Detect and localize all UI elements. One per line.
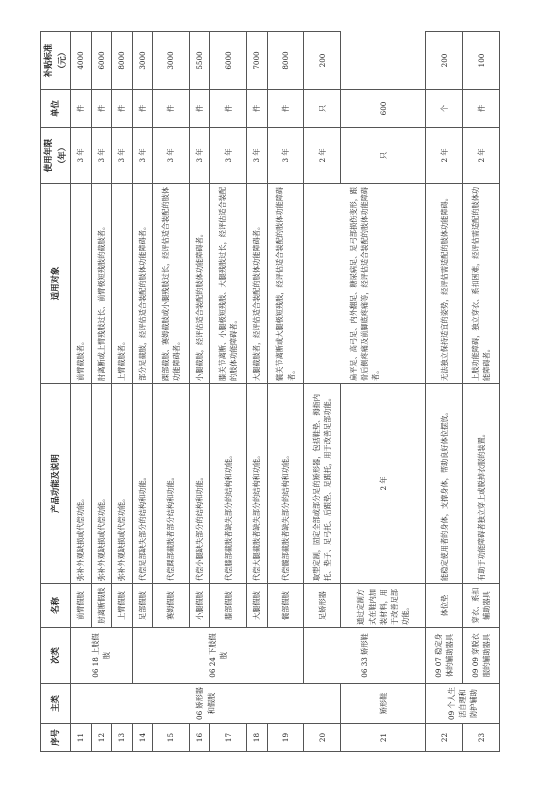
row-unit: 件 bbox=[189, 90, 210, 128]
row-life: 2 年 bbox=[463, 128, 500, 184]
row-index: 20 bbox=[304, 724, 341, 752]
table-row bbox=[132, 32, 153, 752]
row-name: 前臂假肢 bbox=[71, 584, 92, 628]
row-description: 代偿髋部截肢者缺失部分的结构和功能。 bbox=[267, 384, 304, 584]
header-description: 产品功能及说明 bbox=[41, 384, 71, 584]
row-index: 23 bbox=[463, 724, 500, 752]
row-description: 代偿足部缺失部分的结构和功能。 bbox=[132, 384, 153, 584]
row-subsidy: 100 bbox=[463, 32, 500, 90]
main-category: 06 矫形器和假肢 bbox=[71, 684, 341, 724]
row-index: 16 bbox=[189, 724, 210, 752]
row-life: 2 年 bbox=[341, 384, 426, 584]
row-unit: 个 bbox=[426, 90, 463, 128]
header-life: 使用年限（年） bbox=[41, 128, 71, 184]
row-name: 髋部假肢 bbox=[267, 584, 304, 628]
row-name: 穿衣、系扣辅助器具 bbox=[463, 584, 500, 628]
row-life: 3 年 bbox=[189, 128, 210, 184]
header-unit: 单位 bbox=[41, 90, 71, 128]
row-target: 上肢功能障碍，独立穿衣、系扣困难，经评估需适配的肢体功能障碍者。 bbox=[463, 184, 500, 384]
row-index: 19 bbox=[267, 724, 304, 752]
sub-category: 06 33 矫形鞋 bbox=[304, 628, 426, 684]
row-target: 髋关节离断或大腿极短残肢，经评估适合装配的肢体功能障碍者。 bbox=[267, 184, 304, 384]
row-description: 弥补外观缺损或代偿功能。 bbox=[91, 384, 112, 584]
row-index: 12 bbox=[91, 724, 112, 752]
row-subsidy: 5500 bbox=[189, 32, 210, 90]
header-index: 序号 bbox=[41, 724, 71, 752]
row-description: 代偿膝部截肢者缺失部分的结构和功能。 bbox=[210, 384, 247, 584]
row-name: 大腿假肢 bbox=[247, 584, 268, 628]
sub-category: 09 09 穿脱衣服的辅助器具 bbox=[463, 628, 500, 684]
row-name: 足矫形器 bbox=[304, 584, 341, 628]
row-subsidy: 3000 bbox=[132, 32, 153, 90]
table-row bbox=[304, 32, 341, 752]
row-subsidy: 600 bbox=[341, 90, 426, 128]
row-name: 小腿假肢 bbox=[189, 584, 210, 628]
row-name: 赛姆假肢 bbox=[153, 584, 190, 628]
row-target: 肘离断或上臂残肢过长、前臂极短残肢的截肢者。 bbox=[91, 184, 112, 384]
row-subsidy: 6000 bbox=[210, 32, 247, 90]
row-name: 上臂假肢 bbox=[112, 584, 133, 628]
row-unit: 件 bbox=[463, 90, 500, 128]
row-unit: 只 bbox=[304, 90, 341, 128]
row-life: 2 年 bbox=[304, 128, 341, 184]
row-life: 3 年 bbox=[132, 128, 153, 184]
sub-category: 09 07 稳定身体的辅助器具 bbox=[426, 628, 463, 684]
header-row bbox=[41, 32, 71, 752]
table-row bbox=[463, 32, 500, 752]
row-unit: 件 bbox=[132, 90, 153, 128]
row-life: 2 年 bbox=[426, 128, 463, 184]
row-index: 13 bbox=[112, 724, 133, 752]
table-row bbox=[71, 32, 92, 752]
row-unit: 件 bbox=[153, 90, 190, 128]
row-name: 足部假肢 bbox=[132, 584, 153, 628]
sub-category: 06 18 上肢假肢 bbox=[71, 628, 133, 684]
row-index: 17 bbox=[210, 724, 247, 752]
row-description: 能稳定使用者的身体，支撑身体，帮助良好体位摆放。 bbox=[426, 384, 463, 584]
row-life: 3 年 bbox=[210, 128, 247, 184]
header-name: 名称 bbox=[41, 584, 71, 628]
row-description: 弥补外观缺损或代偿功能。 bbox=[112, 384, 133, 584]
row-subsidy: 3000 bbox=[153, 32, 190, 90]
row-unit: 件 bbox=[71, 90, 92, 128]
row-name: 膝部假肢 bbox=[210, 584, 247, 628]
row-description: 代偿大腿截肢者缺失部分的结构和功能。 bbox=[247, 384, 268, 584]
header-sub-category: 次类 bbox=[41, 628, 71, 684]
row-name: 矫形鞋 bbox=[341, 684, 426, 724]
header-subsidy: 补贴标准（元） bbox=[41, 32, 71, 90]
table-row bbox=[426, 32, 463, 752]
row-target: 踝部截肢、赛姆截肢或小腿残肢过长，经评估适合装配的肢体功能障碍者。 bbox=[153, 184, 190, 384]
row-subsidy: 6000 bbox=[91, 32, 112, 90]
row-unit: 件 bbox=[267, 90, 304, 128]
row-target: 无法独立保持适宜的姿势，经评估需适配的肢体功能障碍。 bbox=[426, 184, 463, 384]
row-index: 21 bbox=[341, 724, 426, 752]
row-description: 代偿踝部截肢者部分结构和功能。 bbox=[153, 384, 190, 584]
row-description: 有助于功能障碍者独立穿上或脱掉衣服的装置。 bbox=[463, 384, 500, 584]
row-unit: 件 bbox=[112, 90, 133, 128]
row-target: 上臂截肢者。 bbox=[112, 184, 133, 384]
row-description: 通过定制方式在鞋内加装材料，用于改善足部功能。 bbox=[341, 584, 426, 628]
row-life: 3 年 bbox=[71, 128, 92, 184]
header-target: 适用对象 bbox=[41, 184, 71, 384]
row-life: 3 年 bbox=[112, 128, 133, 184]
row-target: 小腿截肢，经评估适合装配的肢体功能障碍者。 bbox=[189, 184, 210, 384]
row-name: 体位垫 bbox=[426, 584, 463, 628]
row-subsidy: 200 bbox=[426, 32, 463, 90]
rotated-page bbox=[40, 32, 500, 752]
row-description: 取型定制，固定全部或部分足的矫形器，包括鞋垫、拇指内托、垫子、足弓托、后跟垫、足跟托，用于改善足部功能。 bbox=[304, 384, 341, 584]
row-description: 代偿小腿缺失部分的结构和功能。 bbox=[189, 384, 210, 584]
row-description: 弥补外观缺损或代偿功能。 bbox=[71, 384, 92, 584]
subsidy-table bbox=[40, 31, 500, 752]
row-index: 15 bbox=[153, 724, 190, 752]
row-target: 部分足截肢，经评估适合装配的肢体功能障碍者。 bbox=[132, 184, 153, 384]
row-target: 扁平足、高弓足、内外翻足、糖尿病足、足弓部损伤变形，跟骨后侧疼痛及前脚底疼痛等，经评估适合装配的肢体功能障碍者。 bbox=[304, 184, 426, 384]
row-target: 前臂截肢者。 bbox=[71, 184, 92, 384]
row-index: 14 bbox=[132, 724, 153, 752]
row-life: 3 年 bbox=[267, 128, 304, 184]
row-life: 3 年 bbox=[153, 128, 190, 184]
row-unit: 件 bbox=[247, 90, 268, 128]
row-subsidy: 7000 bbox=[247, 32, 268, 90]
row-target: 膝关节离断、小腿极短残肢、大腿残肢过长，经评估适合装配的肢体功能障碍者。 bbox=[210, 184, 247, 384]
row-target: 大腿截肢者，经评估适合装配的肢体功能障碍者。 bbox=[247, 184, 268, 384]
row-life: 3 年 bbox=[247, 128, 268, 184]
row-index: 22 bbox=[426, 724, 463, 752]
row-unit: 件 bbox=[210, 90, 247, 128]
row-life: 3 年 bbox=[91, 128, 112, 184]
header-main-category: 主类 bbox=[41, 684, 71, 724]
row-subsidy: 8000 bbox=[267, 32, 304, 90]
row-unit: 只 bbox=[341, 128, 426, 184]
row-subsidy: 4000 bbox=[71, 32, 92, 90]
row-name: 肘离断假肢 bbox=[91, 584, 112, 628]
row-subsidy: 8000 bbox=[112, 32, 133, 90]
row-subsidy: 200 bbox=[304, 32, 341, 90]
row-index: 18 bbox=[247, 724, 268, 752]
sub-category: 06 24 下肢假肢 bbox=[132, 628, 304, 684]
row-unit: 件 bbox=[91, 90, 112, 128]
main-category: 09 个人生活自理和防护辅助 bbox=[426, 684, 500, 724]
row-index: 11 bbox=[71, 724, 92, 752]
